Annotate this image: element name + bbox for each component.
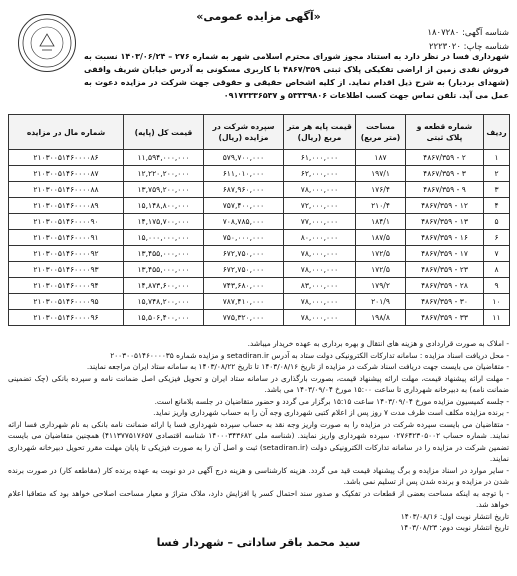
- note-line: - متقاضیان می بایست سپرده شرکت در مزایده را به صورت واریز وجه نقد به حساب سپرده شهرداری فسا یا ارائه ضمانت نامه بانکی به نام شهرداری فسا ارائه نمایند. شماره حساب ۰۲۷۶۴۲۳۰۵۰۰۲ سپرده شهرداری واریز نمایند. (شناسه ملی ۱۴۰۰۰۳۴۳۶۸۲ شناسه اقتصادی ۴۱۱۳۷۷۵۱۷۶۵۷) همچنین متقاضیان می بایست تضمین شرکت در مزایده را در سامانه تدارکات الکترونیکی دولت (setadiran.ir) ثبت و اصل آن را به صورت فیزیکی تا پایان مهلت مقرر تحویل دبیرخانه شهرداری نمایند.: [8, 419, 510, 463]
- cell-parcel: ۱۲ - ۴۸۶۷/۳۵۹: [406, 198, 484, 214]
- header-parcel: شماره قطعه و پلاک ثبتی: [406, 115, 484, 150]
- notice-title: «آگهی مزایده عمومی»: [196, 10, 321, 23]
- cell-auction-item-id: ۲۱۰۳۰۰۵۱۴۶۰۰۰۰۸۶: [9, 150, 124, 166]
- header-auction-item-id: شماره مال در مزایده: [9, 115, 124, 150]
- table-row: [9, 198, 510, 214]
- cell-row-number: ۲: [484, 166, 510, 182]
- table-row: [9, 182, 510, 198]
- cell-deposit: ۷۸۷,۴۱۰,۰۰۰: [204, 294, 284, 310]
- header-unit-price: قیمت پایه هر متر مربع (ریال): [284, 115, 356, 150]
- cell-total-price: ۱۳,۴۵۵,۰۰۰,۰۰۰: [124, 246, 204, 262]
- table-row: [9, 310, 510, 326]
- cell-auction-item-id: ۲۱۰۳۰۰۵۱۴۶۰۰۰۰۹۶: [9, 310, 124, 326]
- cell-unit-price: ۶۱,۰۰۰,۰۰۰: [284, 150, 356, 166]
- note-line: - جلسه کمیسیون مزایده مورخ ۱۴۰۳/۰۹/۰۴ ساعت ۱۵:۱۵ برگزار می گردد و حضور متقاضیان در جلسه بلامانع است.: [154, 396, 509, 406]
- cell-unit-price: ۷۸,۰۰۰,۰۰۰: [284, 294, 356, 310]
- cell-area: ۱۹۷/۱: [356, 166, 406, 182]
- cell-auction-item-id: ۲۱۰۳۰۰۵۱۴۶۰۰۰۰۹۳: [9, 262, 124, 278]
- print-id: شناسه چاپ: ۲۲۲۳۰۲۰: [428, 42, 509, 52]
- cell-unit-price: ۸۰,۰۰۰,۰۰۰: [284, 230, 356, 246]
- cell-parcel: ۱۳ - ۴۸۶۷/۳۵۹: [406, 214, 484, 230]
- cell-deposit: ۷۴۳,۶۸۰,۰۰۰: [204, 278, 284, 294]
- cell-auction-item-id: ۲۱۰۳۰۰۵۱۴۶۰۰۰۰۸۹: [9, 198, 124, 214]
- cell-unit-price: ۷۸,۰۰۰,۰۰۰: [284, 310, 356, 326]
- cell-unit-price: ۷۸,۰۰۰,۰۰۰: [284, 182, 356, 198]
- cell-area: ۱۸۷/۵: [356, 230, 406, 246]
- note-line: - املاک به صورت قراردادی و هزینه های انتقال و بهره برداری به عهده خریدار میباشد.: [247, 339, 509, 348]
- header-deposit: سپرده شرکت در مزایده (ریال): [204, 115, 284, 150]
- cell-unit-price: ۸۳,۰۰۰,۰۰۰: [284, 278, 356, 294]
- conditions-notes: [8, 338, 509, 534]
- cell-deposit: ۷۷۵,۳۲۰,۰۰۰: [204, 310, 284, 326]
- cell-row-number: ۳: [484, 182, 510, 198]
- cell-parcel: ۳۳ - ۴۸۶۷/۳۵۹: [406, 310, 484, 326]
- cell-area: ۱۸۴/۱: [356, 214, 406, 230]
- note-line: - سایر موارد در اسناد مزایده و برگ پیشنهاد قیمت قید می گردد. هزینه کارشناسی و هزینه درج آگهی در دو نوبت به عهده برنده کار (مقاطعه کار) در صورت برنده شدن در مزایده و برنده شدن پس از تسلیم نمی باشد.: [8, 465, 509, 486]
- table-row: [9, 278, 510, 294]
- cell-row-number: ۱: [484, 150, 510, 166]
- cell-row-number: ۶: [484, 230, 510, 246]
- cell-area: ۱۷۲/۵: [356, 246, 406, 262]
- note-line: تاریخ انتشار نوبت اول: ۱۴۰۳/۰۸/۱۶: [400, 511, 509, 521]
- cell-deposit: ۷۰۸,۷۸۵,۰۰۰: [204, 214, 284, 230]
- cell-unit-price: ۷۲,۰۰۰,۰۰۰: [284, 198, 356, 214]
- intro-paragraph: شهرداری فسا در نظر دارد به استناد مجوز شورای محترم اسلامی شهر به شماره ۲۷۶ – ۱۴۰۳/۰۶/۲۴ نسبت به فروش نقدی زمین از اراضی تفکیکی پلاک ثبتی ۴۸۶۷/۳۵۹ با کاربری مسکونی به آدرس خیابان شریف واقفی (شهدای بردبار) به شرح ذیل اقدام نماید. از کلیه اشخاص حقیقی و حقوقی جهت شرکت در مزایده دعوت به عمل می آید. تلفن تماس جهت کسب اطلاعات ۵۳۳۳۹۸۰۶ و ۰۹۱۷۳۳۳۶۵۳۷: [84, 52, 509, 100]
- cell-total-price: ۱۵,۷۴۸,۲۰۰,۰۰۰: [124, 294, 204, 310]
- seal-emblem-icon: [20, 16, 74, 70]
- cell-unit-price: ۷۸,۰۰۰,۰۰۰: [284, 246, 356, 262]
- cell-deposit: ۶۷۲,۷۵۰,۰۰۰: [204, 246, 284, 262]
- cell-auction-item-id: ۲۱۰۳۰۰۵۱۴۶۰۰۰۰۸۷: [9, 166, 124, 182]
- note-line: تاریخ انتشار نوبت دوم: ۱۴۰۳/۰۸/۲۳: [400, 523, 509, 532]
- ad-id: شناسه آگهی: ۱۸۰۷۲۸۰: [427, 28, 509, 38]
- table-row: [9, 262, 510, 278]
- mayor-signature: سید محمد باقر ساداتی – شهردار فسا: [156, 536, 361, 549]
- cell-area: ۱۹۸/۸: [356, 310, 406, 326]
- cell-row-number: ۹: [484, 278, 510, 294]
- cell-auction-item-id: ۲۱۰۳۰۰۵۱۴۶۰۰۰۰۹۲: [9, 246, 124, 262]
- cell-parcel: ۱۷ - ۴۸۶۷/۳۵۹: [406, 246, 484, 262]
- cell-parcel: ۹ - ۴۸۶۷/۳۵۹: [406, 182, 484, 198]
- cell-total-price: ۱۵,۱۴۸,۸۰۰,۰۰۰: [124, 198, 204, 214]
- table-header-row: [9, 115, 510, 150]
- cell-auction-item-id: ۲۱۰۳۰۰۵۱۴۶۰۰۰۰۹۰: [9, 214, 124, 230]
- note-line: - با توجه به اینکه مساحت بعضی از قطعات در تفکیک و صدور سند احتمال کسر یا افزایش دارد، ملاک متراژ و معیار مساحت اصلاحی خواهد بود که متعاقبا اعلام خواهد شد.: [8, 488, 509, 509]
- cell-area: ۱۸۷: [356, 150, 406, 166]
- cell-total-price: ۱۳,۴۵۵,۰۰۰,۰۰۰: [124, 262, 204, 278]
- header-row-number: ردیف: [484, 115, 510, 150]
- note-line: - محل دریافت اسناد مزایده : سامانه تدارکات الکترونیکی دولت ستاد به آدرس setadiran.ir و مزایده شماره ۲۰۰۳۰۰۵۱۴۶۰۰۰۰۳۵: [110, 350, 509, 360]
- cell-parcel: ۳ - ۴۸۶۷/۳۵۹: [406, 166, 484, 182]
- cell-total-price: ۱۴,۱۷۵,۷۰۰,۰۰۰: [124, 214, 204, 230]
- parcels-table: [8, 114, 510, 326]
- cell-auction-item-id: ۲۱۰۳۰۰۵۱۴۶۰۰۰۰۹۱: [9, 230, 124, 246]
- cell-deposit: ۷۵۷,۴۰۰,۰۰۰: [204, 198, 284, 214]
- council-seal-icon: [18, 14, 76, 72]
- cell-deposit: ۶۸۷,۹۶۰,۰۰۰: [204, 182, 284, 198]
- note-line: - مهلت ارائه پیشنهاد قیمت، مهلت ارائه پیشنهاد قیمت، بصورت بارگذاری در سامانه ستاد ایران و تحویل فیزیکی اصل ضمانت نامه و سپرده بانکی (چک تضمینی ضمانت نامه) به دبیرخانه شهرداری تا ساعت ۱۵:۰۰ مورخ ۱۴۰۳/۰۹/۰۴ می باشد.: [8, 373, 509, 394]
- cell-total-price: ۱۱,۵۹۴,۰۰۰,۰۰۰: [124, 150, 204, 166]
- cell-parcel: ۲ - ۴۸۶۷/۳۵۹: [406, 150, 484, 166]
- cell-total-price: ۱۳,۷۵۹,۲۰۰,۰۰۰: [124, 182, 204, 198]
- note-line: - برنده مزایده مکلف است ظرف مدت ۷ روز پس از اعلام کتبی شهرداری وجه آن را به حساب شهرداری واریز نماید.: [153, 408, 509, 417]
- cell-deposit: ۵۷۹,۷۰۰,۰۰۰: [204, 150, 284, 166]
- cell-total-price: ۱۵,۵۰۶,۴۰۰,۰۰۰: [124, 310, 204, 326]
- cell-total-price: ۱۵,۰۰۰,۰۰۰,۰۰۰: [124, 230, 204, 246]
- cell-row-number: ۱۰: [484, 294, 510, 310]
- cell-area: ۱۷۶/۴: [356, 182, 406, 198]
- cell-area: ۱۷۲/۵: [356, 262, 406, 278]
- cell-parcel: ۲۳ - ۴۸۶۷/۳۵۹: [406, 262, 484, 278]
- cell-row-number: ۸: [484, 262, 510, 278]
- cell-row-number: ۷: [484, 246, 510, 262]
- cell-row-number: ۵: [484, 214, 510, 230]
- cell-auction-item-id: ۲۱۰۳۰۰۵۱۴۶۰۰۰۰۹۴: [9, 278, 124, 294]
- cell-total-price: ۱۲,۲۲۰,۲۰۰,۰۰۰: [124, 166, 204, 182]
- table-row: [9, 230, 510, 246]
- header-area: مساحت (متر مربع): [356, 115, 406, 150]
- table-row: [9, 294, 510, 310]
- note-line: - متقاضیان می بایست جهت دریافت اسناد شرکت در مزایده از تاریخ ۱۴۰۳/۰۸/۱۶ تا تاریخ ۱۴۰۳/۰۸/۲۲ به سامانه ستاد ایران مراجعه نمایند.: [86, 362, 509, 371]
- table-row: [9, 214, 510, 230]
- cell-auction-item-id: ۲۱۰۳۰۰۵۱۴۶۰۰۰۰۹۵: [9, 294, 124, 310]
- cell-deposit: ۶۷۲,۷۵۰,۰۰۰: [204, 262, 284, 278]
- cell-deposit: ۷۵۰,۰۰۰,۰۰۰: [204, 230, 284, 246]
- table-row: [9, 246, 510, 262]
- header-total-price: قیمت کل (پایه): [124, 115, 204, 150]
- cell-unit-price: ۷۷,۰۰۰,۰۰۰: [284, 214, 356, 230]
- cell-parcel: ۳۰ - ۴۸۶۷/۳۵۹: [406, 294, 484, 310]
- cell-total-price: ۱۴,۸۷۳,۶۰۰,۰۰۰: [124, 278, 204, 294]
- table-row: [9, 166, 510, 182]
- cell-auction-item-id: ۲۱۰۳۰۰۵۱۴۶۰۰۰۰۸۸: [9, 182, 124, 198]
- cell-area: ۲۰۱/۹: [356, 294, 406, 310]
- cell-area: ۲۱۰/۴: [356, 198, 406, 214]
- table-row: [9, 150, 510, 166]
- cell-unit-price: ۷۸,۰۰۰,۰۰۰: [284, 262, 356, 278]
- cell-area: ۱۷۹/۲: [356, 278, 406, 294]
- cell-unit-price: ۶۲,۰۰۰,۰۰۰: [284, 166, 356, 182]
- cell-row-number: ۱۱: [484, 310, 510, 326]
- cell-deposit: ۶۱۱,۰۱۰,۰۰۰: [204, 166, 284, 182]
- cell-parcel: ۲۸ - ۴۸۶۷/۳۵۹: [406, 278, 484, 294]
- cell-parcel: ۱۶ - ۴۸۶۷/۳۵۹: [406, 230, 484, 246]
- cell-row-number: ۴: [484, 198, 510, 214]
